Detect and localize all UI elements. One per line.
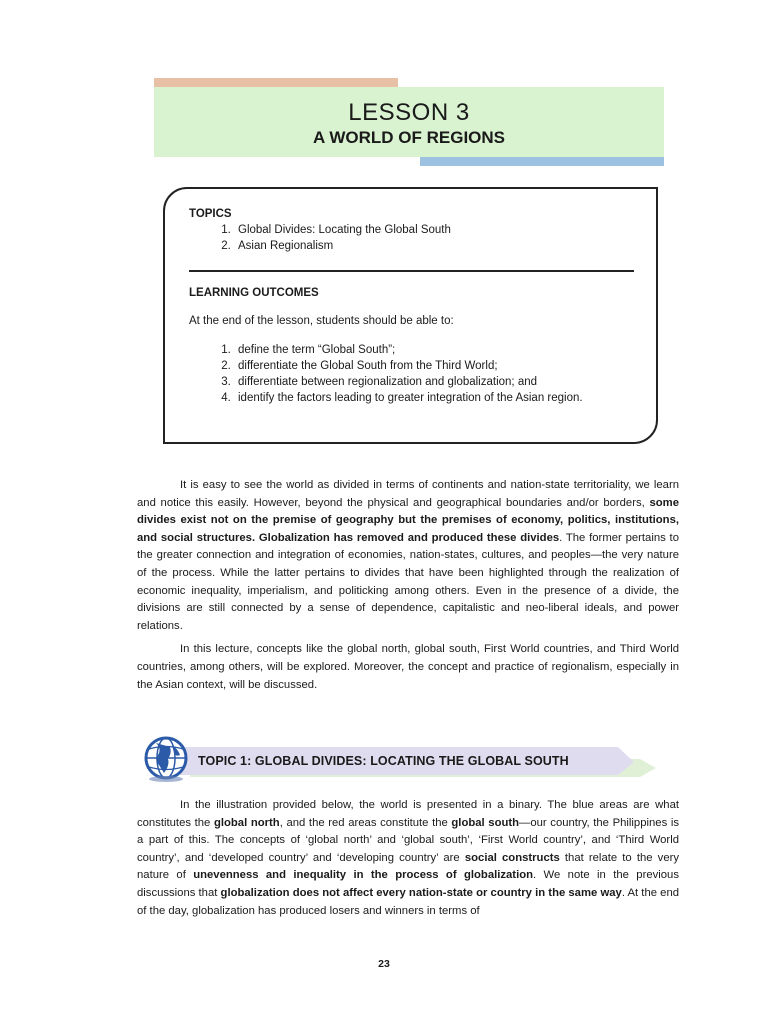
outcome-item: 2. differentiate the Global South from the Third World; bbox=[234, 358, 634, 374]
lesson-subtitle: A WORLD OF REGIONS bbox=[312, 128, 506, 147]
topic-item: 1. Global Divides: Locating the Global South bbox=[234, 222, 634, 238]
topic-1-title: TOPIC 1: GLOBAL DIVIDES: LOCATING THE GLOBAL SOUTH bbox=[198, 754, 569, 768]
page-number: 23 bbox=[378, 958, 390, 970]
topic-item: 2. Asian Regionalism bbox=[234, 238, 634, 254]
outcome-item: 3. differentiate between regionalization and globalization; and bbox=[234, 374, 634, 390]
section-divider bbox=[189, 270, 634, 272]
intro-text bbox=[137, 477, 679, 694]
intro-paragraph-2: In this lecture, concepts like the global north, global south, First World countries, and Third World countries, among others, will be explored. Moreover, the concept and practice of regionalism, especially in the Asian context, will be discussed. bbox=[137, 643, 679, 691]
lesson-title: LESSON 3 bbox=[348, 99, 470, 126]
topics-list bbox=[189, 222, 634, 254]
topics-outcomes-box bbox=[163, 187, 658, 444]
decorative-bar-bottom bbox=[420, 157, 664, 166]
globe-icon bbox=[140, 735, 192, 783]
topics-label: TOPICS bbox=[189, 208, 232, 220]
outcomes-intro: At the end of the lesson, students should be able to: bbox=[189, 315, 454, 327]
outcomes-label: LEARNING OUTCOMES bbox=[189, 287, 319, 299]
outcomes-list bbox=[189, 342, 634, 406]
outcome-item: 1. define the term “Global South”; bbox=[234, 342, 634, 358]
topic-1-paragraph: In the illustration provided below, the world is presented in a binary. The blue areas are what constitutes the global north, and the red areas constitute the global south—our country, the Philippines is a part of this. The concepts of ‘global north’ and ‘global south’, ‘First World country’, and ‘Third World country’, and ‘developed country’ and ‘developing country’ are social constructs that relate to the very nature of unevenness and inequality in the process of globalization. We note in the previous discussions that globalization does not affect every nation-state or country in the same way. At the end of the day, globalization has produced losers and winners in terms of bbox=[137, 799, 680, 917]
intro-paragraph-1: It is easy to see the world as divided in terms of continents and nation-state territoriality, we learn and notice this easily. However, beyond the physical and geographical boundaries and/or borders, some divides exist not on the premise of geography but the premises of economy, politics, institutions, and social structures. Globalization has removed and produced these divides. The former pertains to the greater connection and integration of economies, nation-states, cultures, and peoples—the very nature of the process. While the latter pertains to divides that have been highlighted through the realization of economic inequality, imperialism, and politicking among others. Even in the presence of a divide, the divisions are still connected by a sense of dependence, capitalistic and neo-liberal ideals, and power relations. bbox=[137, 479, 679, 632]
outcome-item: 4. identify the factors leading to greater integration of the Asian region. bbox=[234, 390, 634, 406]
lesson-header bbox=[154, 87, 664, 157]
topic-1-body bbox=[137, 797, 679, 920]
